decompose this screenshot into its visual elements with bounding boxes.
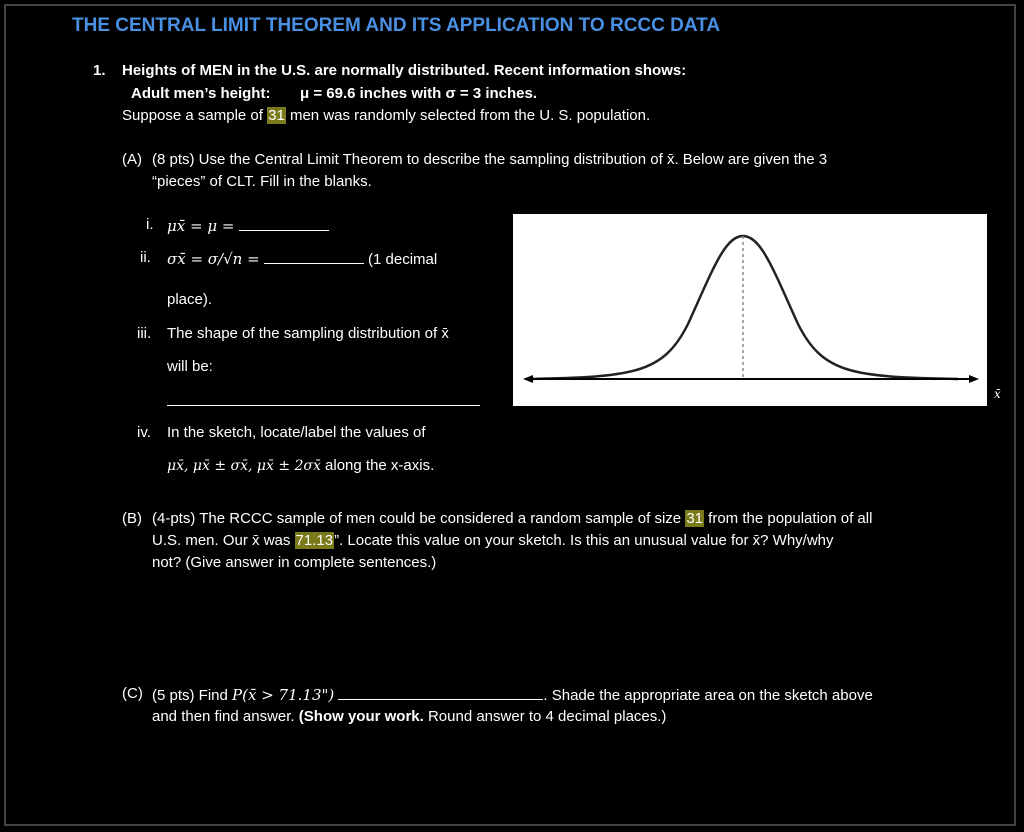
part-b-line1 (152, 510, 872, 527)
part-c-after: . Shade the appropriate area on the sketch above (543, 687, 873, 704)
sample-sentence (122, 107, 650, 124)
normal-curve-sketch[interactable] (513, 214, 987, 406)
item-iv-number: iv. (137, 424, 151, 441)
part-b-sample-size: 31 (686, 510, 703, 527)
part-b-line2-a: U.S. men. Our x̄ was (152, 532, 291, 549)
part-b-label: (B) (122, 510, 142, 527)
axis-arrow-left (523, 375, 533, 383)
part-b-line1-after: from the population of all (708, 510, 873, 527)
part-c-line2-b: Round answer to 4 decimal places.) (427, 708, 667, 725)
part-b-line2 (152, 532, 834, 549)
sample-text-before: Suppose a sample of (122, 107, 263, 124)
bell-curve-svg (513, 214, 987, 406)
probability-blank[interactable] (338, 685, 543, 700)
part-a-line2: “pieces” of CLT. Fill in the blanks. (152, 173, 372, 190)
part-c-line2-bold: (Show your work. (298, 708, 424, 725)
decimal-note-cont: place). (167, 291, 213, 308)
page-title: THE CENTRAL LIMIT THEOREM AND ITS APPLICATION TO RCCC DATA (72, 15, 721, 36)
x-axis-label: x̄ (994, 387, 1001, 401)
item-ii-number: ii. (140, 249, 151, 266)
item-ii-row (167, 249, 437, 268)
part-a-label: (A) (122, 151, 142, 168)
item-iii-number: iii. (137, 325, 152, 342)
part-c-label: (C) (122, 685, 143, 702)
xbar-value-highlight: 71.13 (295, 532, 334, 549)
sample-text-after: men was randomly selected from the U. S. population. (289, 107, 651, 124)
sample-size-highlight: 31 (268, 107, 285, 124)
height-label: Adult men’s height: (131, 85, 271, 102)
shape-blank[interactable] (167, 391, 480, 406)
part-c-line2 (152, 708, 666, 725)
part-c-before: (5 pts) Find (152, 687, 228, 704)
question-number: 1. (93, 62, 106, 79)
item-i-row (167, 216, 329, 235)
part-a-line1: (8 pts) Use the Central Limit Theorem to describe the sampling distribution of x̄. Below are given the 3 (152, 151, 828, 168)
part-b-line3: not? (Give answer in complete sentences.) (152, 554, 437, 571)
question-intro: Heights of MEN in the U.S. are normally distributed. Recent information shows: (122, 62, 687, 79)
probability-expression: P(x̄ > 71.13") (232, 686, 335, 704)
part-c-line2-a: and then find answer. (152, 708, 295, 725)
sigma-xbar-blank[interactable] (264, 249, 364, 264)
iv-formula: μx̄, μx̄ ± σx̄, μx̄ ± 2σx̄ (167, 458, 321, 474)
item-iii-text2: will be: (167, 358, 213, 375)
item-i-number: i. (146, 216, 154, 233)
mu-xbar-formula: μx̄ = μ = (167, 217, 235, 235)
sigma-xbar-formula: σx̄ = σ/√n = (167, 250, 260, 268)
item-iv-text: In the sketch, locate/label the values of (167, 424, 426, 441)
item-iv-row (167, 457, 434, 474)
axis-arrow-right (969, 375, 979, 383)
mu-xbar-blank[interactable] (239, 216, 329, 231)
item-iii-text: The shape of the sampling distribution of x̄ (167, 325, 449, 342)
height-params: μ = 69.6 inches with σ = 3 inches. (300, 85, 538, 102)
iv-after: along the x-axis. (325, 457, 435, 474)
part-b-line1-before: (4-pts) The RCCC sample of men could be considered a random sample of size (152, 510, 682, 527)
part-b-line2-b: ”. Locate this value on your sketch. Is this an unusual value for x̄? Why/why (334, 532, 834, 549)
decimal-note: (1 decimal (368, 251, 438, 268)
part-c-line1 (152, 685, 873, 704)
